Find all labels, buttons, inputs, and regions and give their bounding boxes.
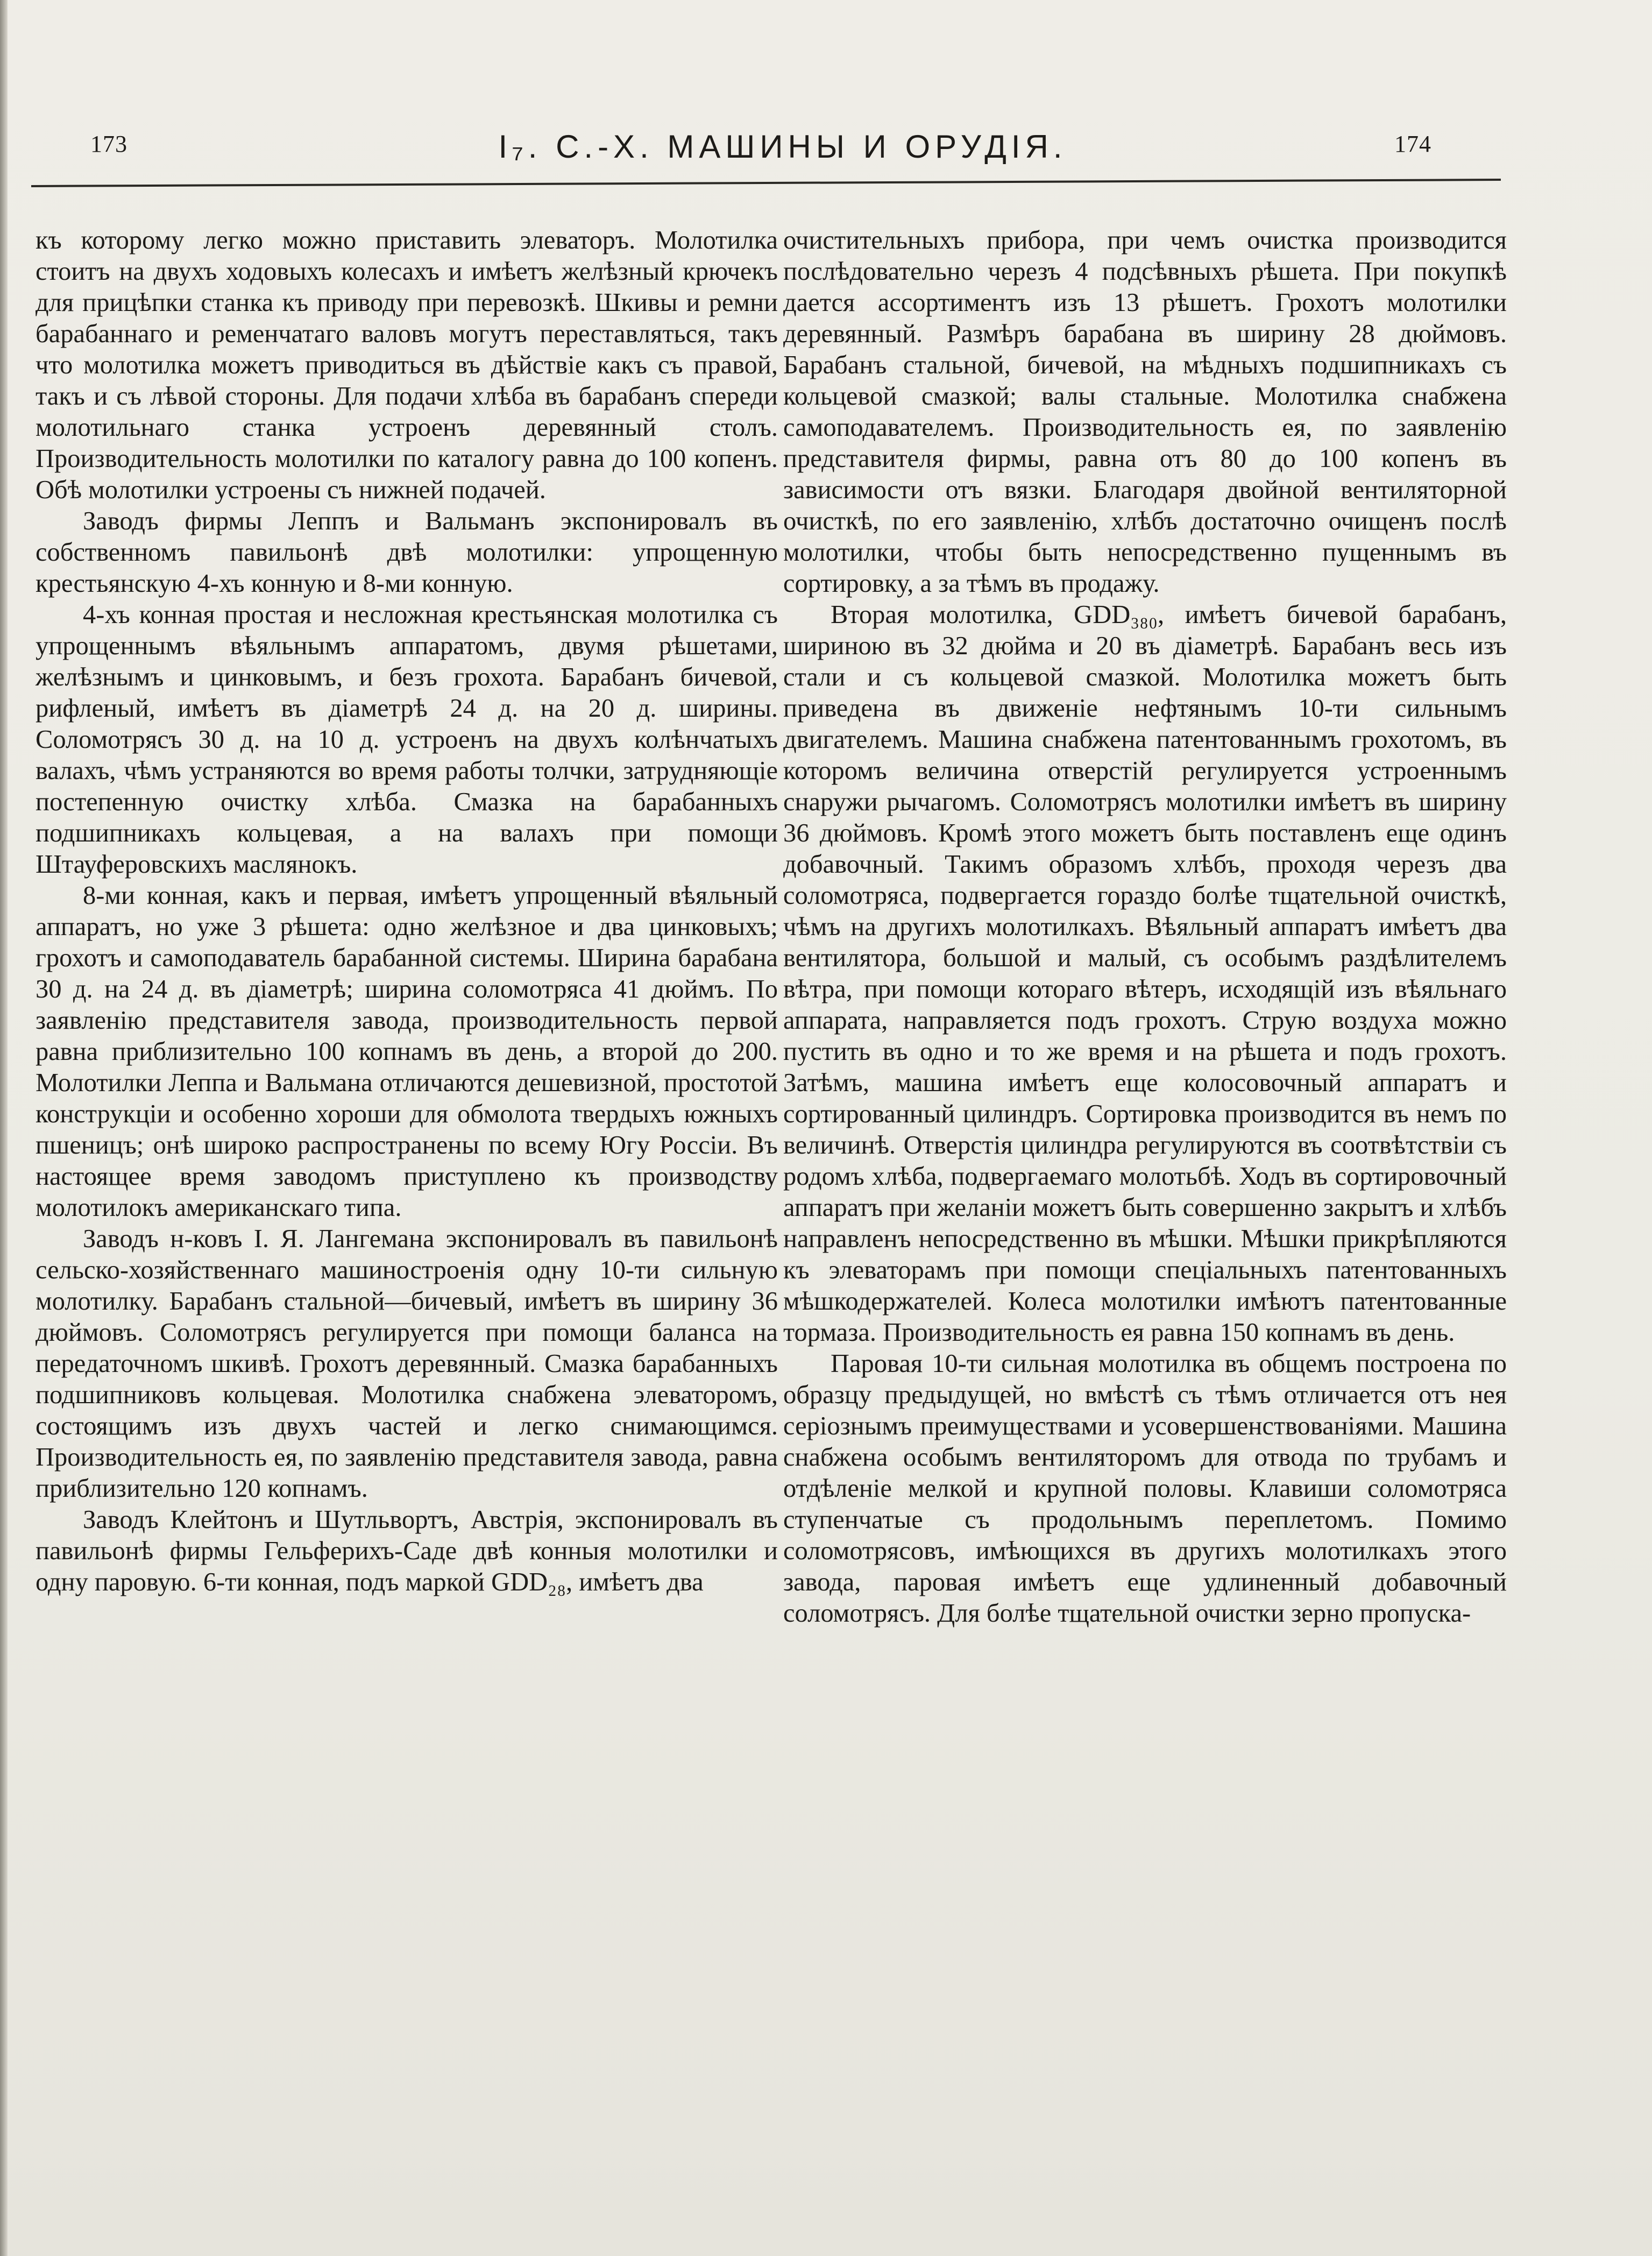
paragraph: Вторая молотилка, GDD₃₈₀, имѣетъ бичевой барабанъ, шириною въ 32 дюйма и 20 въ діаметрѣ. Барабанъ весь изъ стали и съ кольцевой смазкой. Молотилка можетъ быть приведена въ движеніе нефтянымъ 10-ти сильнымъ двигателемъ. Машина снабжена патентованнымъ грохотомъ, въ которомъ величина отверстій регулируется устроеннымъ снаружи рычагомъ. Соломотрясъ молотилки имѣетъ въ ширину 36 дюймовъ. Кромѣ этого можетъ быть поставленъ еще одинъ добавочный. Такимъ образомъ хлѣбъ, проходя черезъ два соломотряса, подвергается гораздо болѣе тщательной очисткѣ, чѣмъ на другихъ молотилкахъ. Вѣяльный аппаратъ имѣетъ два вентилятора, большой и малый, съ особымъ раздѣлителемъ вѣтра, при помощи котораго вѣтеръ, исходящій изъ вѣяльнаго аппарата, направляется подъ грохотъ. Струю воздуха можно пустить въ одно и то же время и на рѣшета и подъ грохотъ. Затѣмъ, машина имѣетъ еще колосовочный аппаратъ и сортированный цилиндръ. Сортировка производится въ немъ по величинѣ. Отверстія цилиндра регулируются въ соотвѣтствіи съ родомъ хлѣба, подвергаемаго молотьбѣ. Ходъ въ сортировочный аппаратъ при желаніи можетъ быть совершенно закрытъ и хлѣбъ направленъ непосредственно въ мѣшки. Мѣшки прикрѣпляются къ элеваторамъ при помощи спеціальныхъ патентованныхъ мѣшкодержателей. Колеса молотилки имѣютъ патентованные тормаза. Производительность ея равна 150 копнамъ въ день. bbox=[783, 600, 1507, 1347]
running-title: I₇. С.-Х. МАШИНЫ И ОРУДІЯ. bbox=[498, 129, 1067, 165]
paragraph: очистительныхъ прибора, при чемъ очистка производится послѣдовательно черезъ 4 подсѣвныхъ рѣшета. При покупкѣ дается ассортиментъ изъ 13 рѣшетъ. Грохотъ молотилки деревянный. Размѣръ барабана въ ширину 28 дюймовъ. Барабанъ стальной, бичевой, на мѣдныхъ подшипникахъ съ кольцевой смазкой; валы стальные. Молотилка снабжена самоподавателемъ. Производительность ея, по заявленію представителя фирмы, равна отъ 80 до 100 копенъ въ зависимости отъ вязки. Благодаря двойной вентиляторной очисткѣ, по его заявленію, хлѣбъ достаточно очищенъ послѣ молотилки, чтобы быть непосредственно пущеннымъ въ сортировку, а за тѣмъ въ продажу. bbox=[783, 226, 1507, 598]
paragraph: 8-ми конная, какъ и первая, имѣетъ упрощенный вѣяльный аппаратъ, но уже 3 рѣшета: одно желѣзное и два цинковыхъ; грохотъ и самоподаватель барабанной системы. Ширина барабана 30 д. на 24 д. въ діаметрѣ; ширина соломотряса 41 дюймъ. По заявленію представителя завода, производительность первой равна приблизительно 100 копнамъ въ день, а второй до 200. Молотилки Леппа и Вальмана отличаются дешевизной, простотой конструкціи и особенно хороши для обмолота твердыхъ южныхъ пшеницъ; онѣ широко распространены по всему Югу Россіи. Въ настоящее время заводомъ приступлено къ производству молотилокъ американскаго типа. bbox=[36, 881, 778, 1222]
left-column bbox=[36, 225, 778, 1598]
paragraph: Заводъ н-ковъ І. Я. Лангемана экспонировалъ въ павильонѣ сельско-хозяйственнаго машиностроенія одну 10-ти сильную молотилку. Барабанъ стальной—бичевый, имѣетъ въ ширину 36 дюймовъ. Соломотрясъ регулируется при помощи баланса на передаточномъ шкивѣ. Грохотъ деревянный. Смазка барабанныхъ подшипниковъ кольцевая. Молотилка снабжена элеваторомъ, состоящимъ изъ двухъ частей и легко снимающимся. Производительность ея, по заявленію представителя завода, равна приблизительно 120 копнамъ. bbox=[36, 1225, 778, 1503]
page-number-right: 174 bbox=[1394, 131, 1431, 157]
page-number-left: 173 bbox=[90, 131, 127, 157]
paragraph: Заводъ Клейтонъ и Шутльвортъ, Австрія, экспонировалъ въ павильонѣ фирмы Гельферихъ-Саде двѣ конныя молотилки и одну паровую. 6-ти конная, подъ маркой GDD₂₈, имѣетъ два bbox=[36, 1505, 778, 1596]
header-rule bbox=[31, 179, 1501, 187]
right-column bbox=[783, 225, 1507, 1629]
paragraph: къ которому легко можно приставить элеваторъ. Молотилка стоитъ на двухъ ходовыхъ колесахъ и имѣетъ желѣзный крючекъ для прицѣпки станка къ приводу при перевозкѣ. Шкивы и ремни барабаннаго и ременчатаго валовъ могутъ переставляться, такъ что молотилка можетъ приводиться въ дѣйствіе какъ съ правой, такъ и съ лѣвой стороны. Для подачи хлѣба въ барабанъ спереди молотильнаго станка устроенъ деревянный столъ. Производительность молотилки по каталогу равна до 100 копенъ. Обѣ молотилки устроены съ нижней подачей. bbox=[36, 226, 778, 504]
paragraph: Паровая 10-ти сильная молотилка въ общемъ построена по образцу предыдущей, но вмѣстѣ съ тѣмъ отличается отъ нея серіознымъ преимуществами и усовершенствованіями. Машина снабжена особымъ вентиляторомъ для отвода по трубамъ и отдѣленіе мелкой и крупной половы. Клавиши соломотряса ступенчатые съ продольнымъ переплетомъ. Помимо соломотрясовъ, имѣющихся въ другихъ молотилкахъ этого завода, паровая имѣетъ еще удлиненный добавочный соломотрясъ. Для болѣе тщательной очистки зерно пропуска- bbox=[783, 1349, 1507, 1628]
page-binding-edge bbox=[0, 0, 8, 2256]
paragraph: 4-хъ конная простая и несложная крестьянская молотилка съ упрощеннымъ вѣяльнымъ аппаратомъ, двумя рѣшетами, желѣзнымъ и цинковымъ, и безъ грохота. Барабанъ бичевой, рифленый, имѣетъ въ діаметрѣ 24 д. на 20 д. ширины. Соломотрясъ 30 д. на 10 д. устроенъ на двухъ колѣнчатыхъ валахъ, чѣмъ устраняются во время работы толчки, затрудняющіе постепенную очистку хлѣба. Смазка на барабанныхъ подшипникахъ кольцевая, а на валахъ при помощи Штауферовскихъ маслянокъ. bbox=[36, 600, 778, 879]
paragraph: Заводъ фирмы Леппъ и Вальманъ экспонировалъ въ собственномъ павильонѣ двѣ молотилки: упрощенную крестьянскую 4-хъ конную и 8-ми конную. bbox=[36, 507, 778, 598]
